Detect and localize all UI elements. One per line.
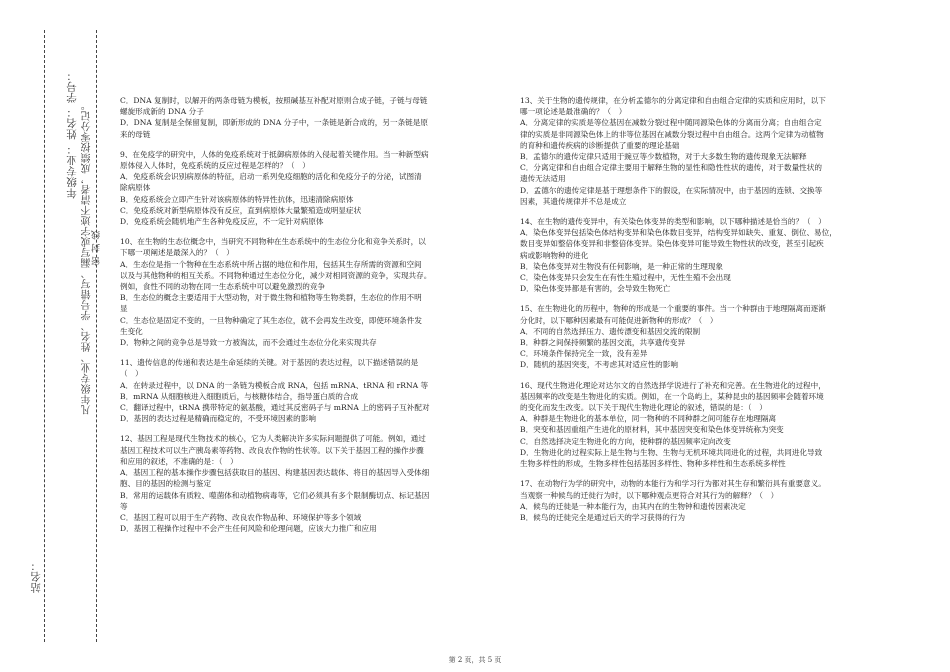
question-block: [120, 357, 472, 424]
question-line: 11、遗传信息的传递和表达是生命延续的关键。对于基因的表达过程，以下描述错误的是: [120, 358, 419, 368]
question-line: D．染色体变异都是有害的，会导致生物死亡: [520, 284, 671, 294]
question-line: 律的实质是非同源染色体上的非等位基因在减数分裂过程中自由组合。这两个定律为动植物: [520, 129, 824, 139]
binding-margin: [0, 0, 110, 672]
question-line: 数目变异如整倍体变异和非整倍体变异。染色体变异可能导致生物性状的改变，甚至引起疾: [520, 239, 824, 249]
site-name-field: 站名：: [30, 560, 42, 593]
question-line: C．分离定律和自由组合定律主要用于解释生物的显性和隐性性状的遗传，对于数量性状的: [520, 163, 822, 173]
question-line: C．自然选择决定生物进化的方向，使种群的基因频率定向改变: [520, 436, 731, 446]
question-line: 哪一项论述是最准确的？（ ）: [520, 107, 627, 117]
question-line: B．免疫系统会立即产生针对该病原体的特异性抗体，迅速清除病原体: [120, 194, 354, 204]
seal-line-dashed: [96, 30, 97, 642]
question-line: 除病原体: [120, 183, 151, 193]
question-line: D．随机的基因突变，不考虑其对适应性的影响: [520, 360, 678, 370]
question-block: [520, 216, 872, 294]
question-line: 的育种和遗传疾病的诊断提供了重要的理论基础: [520, 140, 680, 150]
question-line: 来的母链: [120, 129, 151, 139]
question-line: 10、在生物的生态位概念中，当研究不同物种在生态系统中的生态位分化和竞争关系时，以: [120, 237, 426, 247]
question-line: B．孟德尔的遗传定律只适用于豌豆等少数植物，对于大多数生物的遗传现象无法解释: [520, 152, 807, 162]
question-line: 原体侵入人体时，免疫系统的反应过程是怎样的？（ ）: [120, 161, 310, 171]
seal-line-dashed-outer: [44, 30, 45, 642]
question-line: A．种群是生物进化的基本单位，同一物种的不同种群之间可能存在地理隔离: [520, 414, 777, 424]
question-line: C．翻译过程中，tRNA 携带特定的氨基酸，通过其反密码子与 mRNA 上的密码子互补配对: [120, 403, 430, 413]
question-line: A．染色体变异包括染色体结构变异和染色体数目变异，结构变异如缺失、重复、倒位、易位，: [520, 228, 837, 238]
question-line: B．候鸟的迁徙完全是通过后天的学习获得的行为: [520, 512, 686, 522]
page-number: 第 2 页，共 5 页: [448, 656, 502, 664]
question-block: [120, 433, 472, 534]
question-line: 9、在免疫学的研究中，人体的免疫系统对于抵御病原体的入侵起着关键作用。当一种新型病: [120, 149, 429, 159]
question-line: A．候鸟的迁徙是一种本能行为，由其内在的生物钟和遗传因素决定: [520, 501, 746, 511]
question-line: A．生态位是指一个物种在生态系统中所占据的地位和作用，包括其生存所需的资源和空间: [120, 259, 422, 269]
question-line: 16、现代生物进化理论对达尔文的自然选择学说进行了补充和完善。在生物进化的过程中，: [520, 380, 826, 390]
question-line: C．DNA 复制时，以解开的两条母链为模板，按照碱基互补配对原则合成子链，子链与母链: [120, 96, 428, 105]
question-line: D．DNA 复制是全保留复制，即新形成的 DNA 分子中，一条链是新合成的，另一条链是原: [120, 118, 428, 128]
question-line: 下哪一项阐述是最深入的？（ ）: [120, 248, 234, 258]
question-line: D．基因工程操作过程中不会产生任何风险和伦理问题，应该大力推广和应用: [120, 524, 377, 534]
question-line: C．免疫系统对新型病原体没有反应，直到病原体大量繁殖造成明显症状: [120, 205, 362, 215]
question-line: C．基因工程可以用于生产药物、改良农作物品种、环境保护等多个领域: [120, 512, 362, 522]
question-line: 17、在动物行为学的研究中，动物的本能行为和学习行为都对其生存和繁衍具有重要意义。: [520, 479, 826, 489]
question-line: 15、在生物进化的历程中，物种的形成是一个重要的事件。当一个种群由于地理隔离而逐渐: [520, 304, 826, 314]
question-line: 12、基因工程是现代生物技术的核心，它为人类解决许多实际问题提供了可能。例如，通过: [120, 434, 426, 444]
question-block: [520, 380, 872, 470]
question-line: D．生物进化的过程实际上是生物与生物、生物与无机环境共同进化的过程，共同进化导致: [520, 447, 823, 457]
question-line: D．物种之间的竞争总是导致一方被淘汰，而不会通过生态位分化来实现共存: [120, 338, 377, 348]
right-column: [520, 95, 872, 532]
question-line: B．染色体变异对生物没有任何影响，是一种正常的生理现象: [520, 261, 724, 271]
question-line: 螺旋形成新的 DNA 分子: [120, 107, 204, 117]
question-line: B．种群之间保持频繁的基因交流，共享遗传变异: [520, 338, 686, 348]
question-line: 生物多样性的形成，生物多样性包括基因多样性、物种多样性和生态系统多样性: [520, 459, 786, 469]
question-line: D．基因的表达过程是精确而稳定的，不受环境因素的影响: [120, 414, 316, 424]
question-line: 生变化: [120, 326, 143, 336]
question-line: D．免疫系统会随机地产生各种免疫反应，不一定针对病原体: [120, 217, 324, 227]
question-line: C．环境条件保持完全一致，没有差异: [520, 349, 648, 359]
question-line: 等: [120, 501, 128, 511]
question-line: 和应用的叙述，不准确的是：（ ）: [120, 456, 238, 466]
seal-label: 密 封 线: [92, 230, 102, 266]
question-line: A．分离定律的实质是等位基因在减数分裂过程中随同源染色体的分离而分离；自由组合定: [520, 118, 822, 128]
student-info-fields: 年级专业： 姓名： 学号：: [66, 70, 78, 199]
question-line: 14、在生物的遗传变异中，有关染色体变异的类型和影响，以下哪种描述是恰当的？（ ）: [520, 217, 826, 227]
question-block: [520, 478, 872, 523]
question-line: 例如，食性不同的动物在同一生态系统中可以避免激烈的竞争: [120, 282, 326, 292]
question-line: 遗传无法适用: [520, 174, 566, 184]
question-line: A．在转录过程中，以 DNA 的一条链为模板合成 RNA，包括 mRNA、tRNA 和 rRNA 等: [120, 380, 429, 390]
question-line: 显: [120, 304, 128, 314]
question-line: 分化时，以下哪种因素最有可能促进新物种的形成？（ ）: [520, 315, 718, 325]
question-line: 基因工程技术可以生产胰岛素等药物、改良农作物的性状等。以下关于基因工程的操作步骤: [120, 445, 424, 455]
question-line: A．基因工程的基本操作步骤包括获取目的基因、构建基因表达载体、将目的基因导入受体细: [120, 468, 430, 478]
question-line: 基因频率的改变是生物进化的实质。例如，在一个岛屿上，某种昆虫的基因频率会随着环境: [520, 391, 824, 401]
question-block: [120, 95, 472, 140]
question-line: 13、关于生物的遗传规律，在分析孟德尔的分离定律和自由组合定律的实质和应用时，以下: [520, 96, 826, 105]
question-line: 的变化而发生改变。以下关于现代生物进化理论的叙述，错误的是：（ ）: [520, 403, 767, 413]
question-line: 当观察一种候鸟的迁徙行为时，以下哪种观点更符合对其行为的解释？（ ）: [520, 490, 779, 500]
question-line: A．免疫系统会识别病原体的特征，启动一系列免疫细胞的活化和免疫分子的分泌，试图清: [120, 172, 422, 182]
seal-warning: 凡年级专业、姓名、学号错写、漏写或字迹不清者，成绩按零分记。: [82, 100, 93, 415]
left-column: [120, 95, 472, 543]
question-line: B．突变和基因重组产生进化的原材料，其中基因突变和染色体变异统称为突变: [520, 425, 784, 435]
question-line: D．孟德尔的遗传定律是基于理想条件下的假设，在实际情况中，由于基因的连锁、交换等: [520, 185, 823, 195]
question-line: C．染色体变异只会发生在有性生殖过程中，无性生殖不会出现: [520, 273, 731, 283]
question-line: A．不同的自然选择压力、遗传漂变和基因交流的限制: [520, 326, 701, 336]
question-line: B．生态位的概念主要适用于大型动物，对于微生物和植物等生物类群，生态位的作用不明: [120, 293, 422, 303]
question-line: B．常用的运载体有质粒、噬菌体和动植物病毒等，它们必须具有多个限制酶切点、标记基因: [120, 490, 430, 500]
question-block: [120, 149, 472, 227]
question-block: [520, 95, 872, 207]
question-line: 胞、目的基因的检测与鉴定: [120, 479, 212, 489]
question-block: [520, 303, 872, 370]
question-block: [120, 236, 472, 348]
question-line: 因素，其遗传规律并不总是成立: [520, 196, 627, 206]
question-line: 以及与其他物种的相互关系。不同物种通过生态位分化，减少对相同资源的竞争，实现共存。: [120, 270, 432, 280]
question-line: （ ）: [120, 369, 143, 379]
question-line: 病或影响物种的进化: [520, 250, 589, 260]
question-line: C．生态位是固定不变的，一旦物种确定了其生态位，就不会再发生改变，即使环境条件发: [120, 315, 422, 325]
question-line: B．mRNA 从细胞核进入细胞质后，与核糖体结合，指导蛋白质的合成: [120, 391, 359, 401]
